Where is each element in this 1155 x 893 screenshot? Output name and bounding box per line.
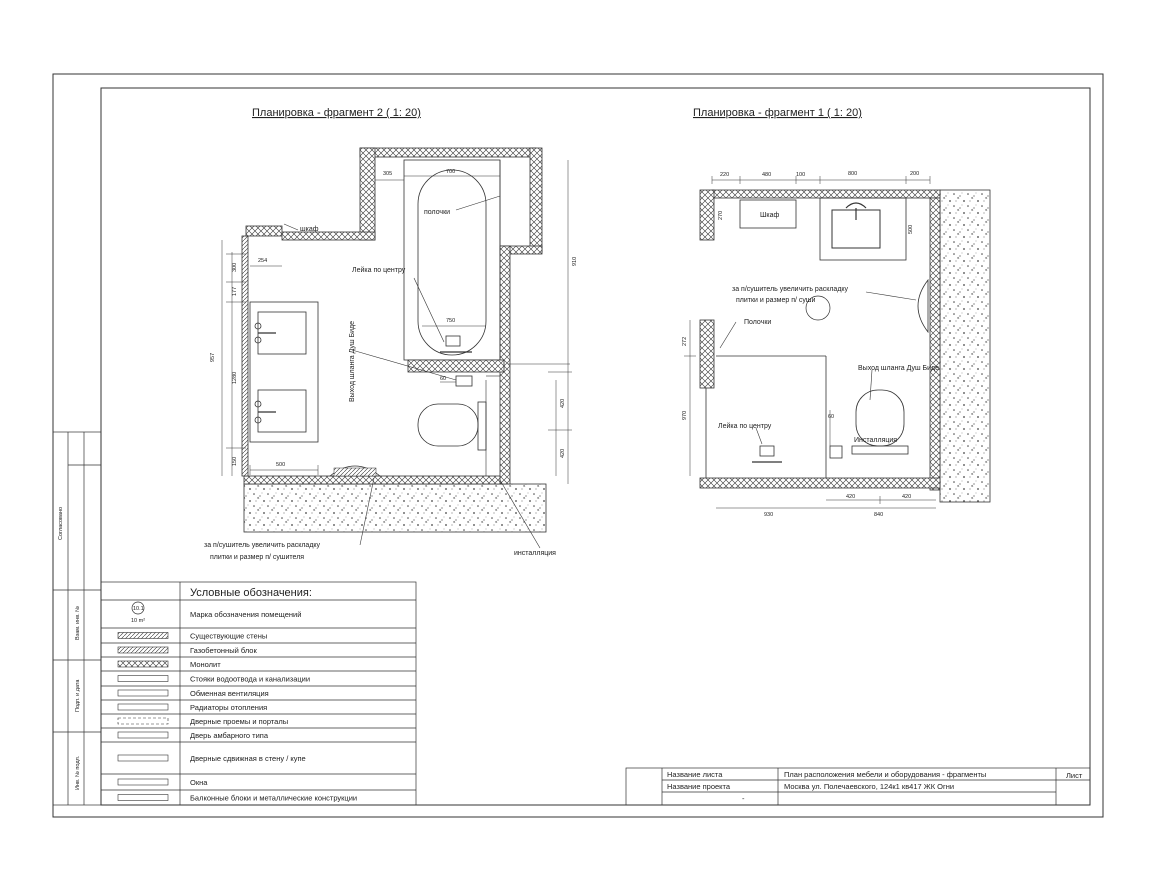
svg-text:60: 60 [440,376,447,382]
label-installation: Инсталляция [854,437,898,444]
legend-item-label: Монолит [190,660,221,669]
legend-item-label: Окна [190,778,208,787]
fragment-2-title: Планировка - фрагмент 2 ( 1: 20) [252,107,421,119]
svg-text:177: 177 [232,286,238,296]
legend-item-label: Дверные сдвижная в стену / купе [190,754,306,763]
legend-symbol [118,718,168,724]
svg-text:150: 150 [232,456,238,466]
svg-text:700: 700 [446,169,456,175]
svg-text:910: 910 [572,256,578,266]
fragment-1-dims [682,171,919,518]
fragment-2-plan [222,148,572,548]
legend-symbol [118,633,168,639]
legend-symbol [118,676,168,682]
svg-text:420: 420 [560,398,566,408]
sheet-name-label: Название листа [667,770,723,779]
svg-text:420: 420 [846,494,856,500]
legend-symbol [118,732,168,738]
svg-text:420: 420 [902,494,912,500]
vanity [250,302,318,442]
sheet-label: Лист [1066,771,1083,780]
fragment-2-dims [210,169,578,468]
legend-symbol [118,647,168,653]
concrete-wall [940,190,990,502]
project-name-value: Москва ул. Полечаевского, 124к1 кв417 ЖК Огни [784,782,955,791]
label-cabinet: Шкаф [760,212,780,219]
legend-item-label: Балконные блоки и металлические конструкции [190,793,358,803]
legend-item-label: Существующие стены [190,631,268,641]
legend-item-label: Марка обозначения помещений [190,610,302,619]
svg-text:270: 270 [718,210,724,220]
legend-symbol [118,755,168,761]
svg-text:480: 480 [762,172,772,178]
legend-symbol [118,795,168,801]
label-cabinet: шкаф [300,226,319,233]
svg-text:200: 200 [910,171,920,177]
label-watering-can: Лейка по центру [718,423,772,430]
fragment-1-plan [684,176,990,508]
label-dryer-note-1: за п/сушитель увеличить раскладку [204,542,321,549]
svg-text:840: 840 [874,512,884,518]
sink [820,198,906,260]
label-watering-can: Лейка по центру [352,267,406,274]
label-installation: инсталляция [514,550,556,557]
svg-text:957: 957 [210,352,216,362]
svg-text:305: 305 [383,171,393,177]
legend-item-label: Дверные проемы и порталы [190,717,289,726]
toilet [418,404,478,446]
legend-item-label: Стояки водоотвода и канализации [190,674,311,684]
svg-text:220: 220 [720,172,730,178]
svg-text:1280: 1280 [232,371,238,384]
side-stamp-inv-no: Взам. инв. № [75,605,81,640]
svg-text:500: 500 [908,224,914,234]
room-marker-number: 10.1 [133,606,144,612]
svg-text:420: 420 [560,448,566,458]
svg-text:500: 500 [276,462,286,468]
towel-dryer [918,280,928,332]
sheet-name-value: План расположения мебели и оборудования - фрагменты [784,770,987,779]
concrete-slab [244,484,546,532]
label-hose-outlet: Выход шланга Душ Биде [858,365,940,372]
side-stamp-agreed: Согласовано [58,506,64,540]
legend-symbol [118,690,168,696]
svg-text:930: 930 [764,512,774,518]
side-stamp-sign-date: Подп. и дата [75,679,81,712]
svg-text:970: 970 [682,410,688,420]
legend-item-label: Радиаторы отопления [190,703,268,712]
side-stamp-inv-orig: Инв. № подл. [75,755,81,790]
legend-item-label: Дверь амбарного типа [190,731,269,740]
legend-symbol [118,661,168,667]
label-dryer-note-1: за п/сушитель увеличить раскладку [732,286,849,293]
dash-mark: - [742,794,745,803]
fragment-1-title: Планировка - фрагмент 1 ( 1: 20) [693,107,862,119]
label-hose-outlet: Выход шланга Душ Биде [349,320,356,402]
legend-rows [101,610,416,805]
svg-text:800: 800 [848,171,858,177]
svg-text:300: 300 [232,262,238,272]
legend-heading: Условные обозначения: [190,587,312,599]
legend-symbol [118,779,168,785]
label-dryer-note-2: плитки и размер п/ суши [736,297,816,304]
label-shelves: полочки [424,209,451,216]
label-dryer-note-2: плитки и размер п/ сушителя [210,554,305,561]
svg-text:254: 254 [258,258,268,264]
room-marker-area: 10 m² [131,618,146,624]
legend-symbol [118,704,168,710]
svg-text:100: 100 [796,172,806,178]
legend-item-label: Обменная вентиляция [190,689,269,698]
project-name-label: Название проекта [667,782,731,791]
svg-text:750: 750 [446,318,456,324]
legend-item-label: Газобетонный блок [190,646,257,655]
svg-text:60: 60 [828,414,835,420]
label-shelves: Полочки [744,319,772,326]
svg-text:272: 272 [682,336,688,346]
